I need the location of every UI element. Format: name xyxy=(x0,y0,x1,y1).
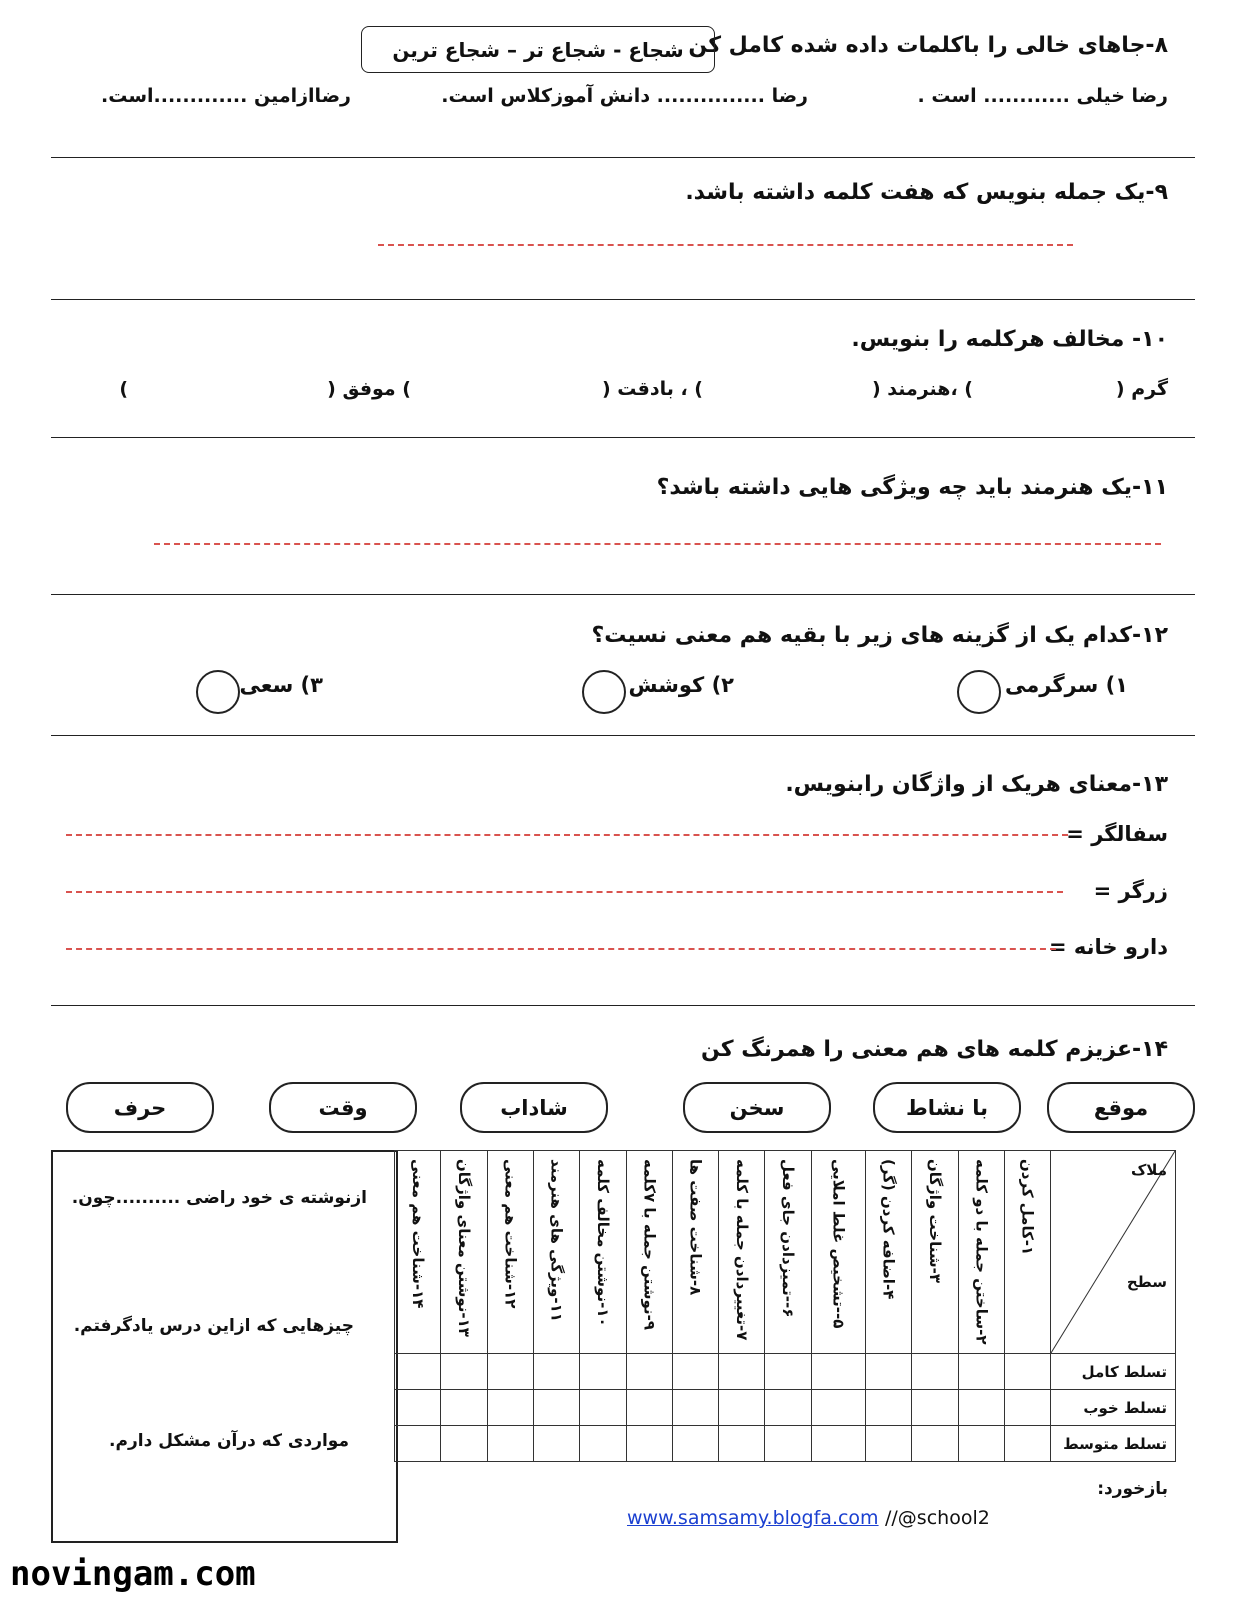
rubric-cell[interactable] xyxy=(811,1426,865,1462)
rubric-cell[interactable] xyxy=(866,1354,912,1390)
q14-word-3[interactable]: سخن xyxy=(683,1082,831,1133)
q8-word-box xyxy=(361,26,715,73)
rubric-criterion-7-label: ۷-تغییردادن جمله با کلمه xyxy=(732,1159,751,1341)
rubric-criterion-4 xyxy=(866,1151,912,1354)
rubric-criterion-14 xyxy=(395,1151,441,1354)
rubric-level-row-1 xyxy=(395,1354,1176,1390)
rubric-criterion-7 xyxy=(719,1151,765,1354)
rubric-cell[interactable] xyxy=(765,1354,811,1390)
q8-sentence-2: رضا ............... دانش آموزکلاس است. xyxy=(441,85,808,107)
rubric-criterion-13 xyxy=(441,1151,487,1354)
q10-item-5: ) xyxy=(119,378,128,400)
rubric-cell[interactable] xyxy=(441,1390,487,1426)
rubric-criterion-12 xyxy=(487,1151,533,1354)
rubric-cell[interactable] xyxy=(912,1426,958,1462)
rubric-cell[interactable] xyxy=(866,1426,912,1462)
rubric-criterion-12-label: ۱۲-شناخت هم معنی xyxy=(501,1159,520,1309)
rubric-corner-diagonal xyxy=(1051,1151,1175,1353)
rubric-cell[interactable] xyxy=(395,1390,441,1426)
q9-answer-line[interactable] xyxy=(378,244,1073,246)
q11-title: ۱۱-یک هنرمند باید چه ویژگی هایی داشته باشد؟ xyxy=(656,475,1168,500)
q14-word-4[interactable]: شاداب xyxy=(460,1082,608,1133)
divider-1 xyxy=(51,157,1195,158)
self-assessment-line-3: مواردی که درآن مشکل دارم. xyxy=(109,1431,349,1451)
q8-title: ۸-جاهای خالی را باکلمات داده شده کامل کن xyxy=(688,33,1168,58)
rubric-level-2: تسلط خوب xyxy=(1051,1390,1176,1426)
rubric-cell[interactable] xyxy=(487,1426,533,1462)
rubric-cell[interactable] xyxy=(1004,1354,1050,1390)
rubric-cell[interactable] xyxy=(487,1390,533,1426)
rubric-cell[interactable] xyxy=(626,1354,672,1390)
rubric-criterion-10-label: ۱۰-نوشتن مخالف کلمه xyxy=(593,1159,612,1327)
rubric-criterion-2 xyxy=(958,1151,1004,1354)
q13-word-2: زرگر = xyxy=(1093,879,1168,903)
q10-item-3: ) ، بادقت ( xyxy=(601,378,703,400)
q8-sentence-3: رضاازامین .............است. xyxy=(101,85,351,107)
rubric-cell[interactable] xyxy=(912,1354,958,1390)
rubric-cell[interactable] xyxy=(441,1426,487,1462)
rubric-cell[interactable] xyxy=(1004,1426,1050,1462)
q10-item-2: ) ،هنرمند ( xyxy=(871,378,973,400)
rubric-cell[interactable] xyxy=(765,1426,811,1462)
rubric-cell[interactable] xyxy=(534,1390,580,1426)
rubric-cell[interactable] xyxy=(958,1390,1004,1426)
rubric-cell[interactable] xyxy=(719,1390,765,1426)
rubric-cell[interactable] xyxy=(672,1354,718,1390)
footer-link[interactable]: www.samsamy.blogfa.com xyxy=(627,1507,879,1529)
q14-word-5[interactable]: وقت xyxy=(269,1082,417,1133)
rubric-cell[interactable] xyxy=(719,1426,765,1462)
divider-2 xyxy=(51,299,1195,300)
q12-option-1: ۱) سرگرمی xyxy=(1005,673,1128,697)
rubric-cell[interactable] xyxy=(534,1426,580,1462)
q12-title: ۱۲-کدام یک از گزینه های زیر با بقیه هم معنی نسیت؟ xyxy=(591,623,1168,648)
q14-title: ۱۴-عزیزم کلمه های هم معنی را همرنگ کن xyxy=(701,1037,1168,1062)
q13-answer-line-3[interactable] xyxy=(66,948,1056,950)
q12-option-1-radio[interactable] xyxy=(957,670,1001,714)
rubric-criterion-9-label: ۹-نوشتن جمله با ۷کلمه xyxy=(640,1159,659,1330)
rubric-cell[interactable] xyxy=(395,1354,441,1390)
q12-option-3-radio[interactable] xyxy=(196,670,240,714)
footer-channel: //@school2 xyxy=(885,1507,990,1529)
rubric-cell[interactable] xyxy=(672,1390,718,1426)
rubric-cell[interactable] xyxy=(626,1390,672,1426)
rubric-criterion-5-label: ۵--تشخیص غلط املایی xyxy=(829,1159,848,1329)
q14-word-2[interactable]: با نشاط xyxy=(873,1082,1021,1133)
rubric-level-3: تسلط متوسط xyxy=(1051,1426,1176,1462)
q11-answer-line[interactable] xyxy=(154,543,1161,545)
rubric-criterion-14-label: ۱۴-شناخت هم معنی xyxy=(408,1159,427,1309)
rubric-criterion-3 xyxy=(912,1151,958,1354)
rubric-cell[interactable] xyxy=(441,1354,487,1390)
q10-item-4: ) موفق ( xyxy=(327,378,411,400)
q10-item-1: گرم ( xyxy=(1115,378,1168,400)
q8-word-box-text: شجاع - شجاع تر – شجاع ترین xyxy=(392,37,684,62)
rubric-criterion-1 xyxy=(1004,1151,1050,1354)
rubric-criterion-6 xyxy=(765,1151,811,1354)
q13-answer-line-1[interactable] xyxy=(66,834,1068,836)
q13-title: ۱۳-معنای هریک از واژگان رابنویس. xyxy=(785,772,1168,797)
q10-title: ۱۰- مخالف هرکلمه را بنویس. xyxy=(851,327,1168,352)
rubric-criterion-6-label: ۶--تمیزدادن جای فعل xyxy=(779,1159,798,1318)
rubric-criterion-5 xyxy=(811,1151,865,1354)
q14-word-6[interactable]: حرف xyxy=(66,1082,214,1133)
rubric-cell[interactable] xyxy=(811,1354,865,1390)
rubric-cell[interactable] xyxy=(958,1354,1004,1390)
rubric-corner-top: ملاک xyxy=(1130,1161,1167,1179)
rubric-cell[interactable] xyxy=(487,1354,533,1390)
rubric-criterion-9 xyxy=(626,1151,672,1354)
q12-option-3: ۳) سعی xyxy=(239,673,323,697)
rubric-criterion-1-label: ۱-کامل کردن xyxy=(1018,1159,1037,1256)
rubric-header-row xyxy=(395,1151,1176,1354)
self-assessment-box[interactable] xyxy=(51,1150,398,1543)
rubric-level-row-2 xyxy=(395,1390,1176,1426)
divider-4 xyxy=(51,594,1195,595)
rubric-cell[interactable] xyxy=(672,1426,718,1462)
q12-option-2-radio[interactable] xyxy=(582,670,626,714)
footer-site-logo: novingam.com xyxy=(10,1554,256,1594)
rubric-cell[interactable] xyxy=(395,1426,441,1462)
rubric-criterion-8 xyxy=(672,1151,718,1354)
q13-word-1: سفالگر = xyxy=(1066,822,1168,846)
divider-6 xyxy=(51,1005,1195,1006)
rubric-cell[interactable] xyxy=(719,1354,765,1390)
rubric-cell[interactable] xyxy=(580,1354,626,1390)
q13-word-3: دارو خانه = xyxy=(1049,935,1168,959)
rubric-criterion-13-label: ۱۳-نوشتن معنای واژگان xyxy=(455,1159,474,1337)
q12-option-2: ۲) کوشش xyxy=(628,673,734,697)
rubric-criterion-11 xyxy=(534,1151,580,1354)
rubric-criterion-3-label: ۳-شناخت واژگان xyxy=(926,1159,944,1284)
rubric-level-row-3 xyxy=(395,1426,1176,1462)
rubric-criterion-11-label: ۱۱-ویژگی های هنرمند xyxy=(547,1159,566,1322)
self-assessment-line-2: چیزهایی که ازاین درس یادگرفتم. xyxy=(73,1316,354,1336)
q9-title: ۹-یک جمله بنویس که هفت کلمه داشته باشد. xyxy=(685,180,1168,205)
feedback-label: بازخورد: xyxy=(1097,1479,1168,1499)
rubric-level-1: تسلط کامل xyxy=(1051,1354,1176,1390)
rubric-cell[interactable] xyxy=(912,1390,958,1426)
rubric-cell[interactable] xyxy=(1004,1390,1050,1426)
rubric-corner-bottom: سطح xyxy=(1126,1273,1167,1291)
q13-answer-line-2[interactable] xyxy=(66,891,1063,893)
rubric-criterion-8-label: ۸-شناخت صفت ها xyxy=(686,1159,705,1296)
rubric-cell[interactable] xyxy=(580,1426,626,1462)
rubric-cell[interactable] xyxy=(534,1354,580,1390)
divider-3 xyxy=(51,437,1195,438)
rubric-cell[interactable] xyxy=(626,1426,672,1462)
rubric-cell[interactable] xyxy=(765,1390,811,1426)
rubric-cell[interactable] xyxy=(811,1390,865,1426)
rubric-cell[interactable] xyxy=(580,1390,626,1426)
rubric-cell[interactable] xyxy=(866,1390,912,1426)
rubric-table xyxy=(394,1150,1176,1462)
divider-5 xyxy=(51,735,1195,736)
q8-sentence-1: رضا خیلی ............ است . xyxy=(917,85,1168,107)
q14-word-1[interactable]: موقع xyxy=(1047,1082,1195,1133)
rubric-corner xyxy=(1051,1151,1176,1354)
rubric-cell[interactable] xyxy=(958,1426,1004,1462)
rubric-criterion-10 xyxy=(580,1151,626,1354)
self-assessment-line-1: ازنوشته ی خود راضی ..........چون. xyxy=(71,1188,367,1208)
rubric-criterion-4-label: ۴-اضافه کردن (گر) xyxy=(879,1159,898,1300)
rubric-criterion-2-label: ۲-ساختن جمله با دو کلمه xyxy=(972,1159,991,1345)
